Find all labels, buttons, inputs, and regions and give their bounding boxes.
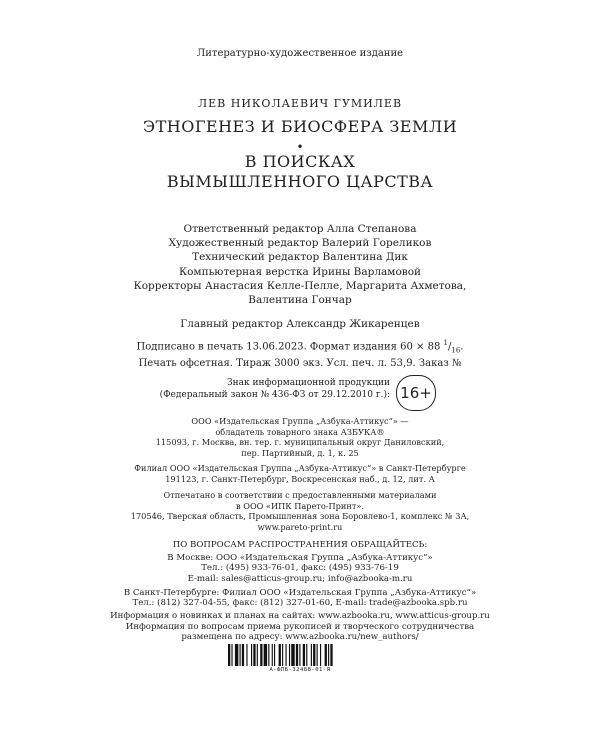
branch-line: 191123, г. Санкт-Петербург, Воскресенская наб., д. 12, лит. А <box>165 473 435 484</box>
info-sites-line: Информация о новинках и планах на сайтах: www.azbooka.ru, www.atticus-group.ru <box>110 611 490 621</box>
barcode-bar <box>268 644 269 666</box>
chief-editor: Главный редактор Александр Жикаренцев <box>180 318 420 330</box>
print-info-line1: Подписано в печать 13.06.2023. Формат издания 60 × 88 $^1/_{16}$. <box>136 339 464 355</box>
credit-line: Художественный редактор Валерий Гореликов <box>168 237 432 250</box>
printed-block <box>0 490 600 532</box>
book-title-2-line1: В ПОИСКАХ <box>244 152 356 171</box>
barcode-bar <box>296 644 298 666</box>
credit-line: Валентина Гончар <box>248 294 352 307</box>
barcode-bar <box>320 644 321 666</box>
barcode-bar <box>242 644 244 666</box>
barcode-bar <box>289 644 290 666</box>
barcode-bar <box>303 644 305 666</box>
moscow-line: В Москве: ООО «Издательская Группа „Азбука-Аттикус“» <box>167 553 433 563</box>
barcode-bar <box>228 644 230 666</box>
title-separator-bullet: • <box>296 140 304 154</box>
barcode <box>228 644 372 666</box>
barcode-bar <box>260 644 262 666</box>
spb-line: В Санкт-Петербурге: Филиал ООО «Издательская Группа „Азбука-Аттикус“» <box>123 588 477 598</box>
print-info <box>0 337 600 370</box>
book-title-2 <box>0 152 600 192</box>
manuscript-line: Информация по вопросам приема рукописей и творческого сотрудничества <box>125 622 475 632</box>
author-name: ЛЕВ НИКОЛАЕВИЧ ГУМИЛЕВ <box>197 97 403 110</box>
book-title-2-line2: ВЫМЫШЛЕННОГО ЦАРСТВА <box>166 172 434 191</box>
age-rating-badge: 16+ <box>396 375 436 411</box>
moscow-line: Тел.: (495) 933-76-01, факс: (495) 933-76-19 <box>201 563 399 574</box>
print-format: Подписано в печать 13.06.2023. Формат издания 60 × 88 <box>136 341 441 353</box>
printed-line: 170546, Тверская область, Промышленная зона Боровлево-1, комплекс № 3А, <box>130 511 470 522</box>
manuscript-line: размещена по адресу: www.azbooka.ru/new_authors/ <box>181 632 419 643</box>
barcode-bar <box>313 644 315 666</box>
barcode-bar <box>240 644 241 666</box>
credit-line: Компьютерная верстка Ирины Варламовой <box>178 265 422 278</box>
credits-block <box>0 222 600 307</box>
barcode-bar <box>279 644 281 666</box>
printed-line: www.pareto-print.ru <box>257 521 343 532</box>
barcode-bar <box>246 644 247 666</box>
barcode-bar <box>272 644 273 666</box>
spb-line: Тел.: (812) 327-04-55, факс: (812) 327-01-60, E-mail: trade@azbooka.spb.ru <box>132 598 468 609</box>
barcode-text: А-ФПБ-32488-01-Я <box>269 667 331 673</box>
barcode-bar <box>328 644 329 666</box>
barcode-bar <box>317 644 318 666</box>
branch-line: Филиал ООО «Издательская Группа „Азбука-Аттикус“» в Санкт-Петербурге <box>134 463 466 473</box>
distribution-heading: ПО ВОПРОСАМ РАСПРОСТРАНЕНИЯ ОБРАЩАЙТЕСЬ: <box>172 540 428 550</box>
credit-line: Ответственный редактор Алла Степанова <box>183 223 417 235</box>
info-product-sign-line2: (Федеральный закон № 436-ФЗ от 29.12.2010 г.): <box>159 389 390 400</box>
format-fraction-denominator: 16 <box>451 346 461 355</box>
publisher-block <box>0 416 600 458</box>
barcode-bar <box>286 644 287 666</box>
printed-line: в ООО «ИПК Парето-Принт». <box>236 500 364 511</box>
publisher-line: ООО «Издательская Группа „Азбука-Аттикус“» — <box>191 416 409 426</box>
barcode-bar <box>299 644 300 666</box>
barcode-bar <box>251 644 252 666</box>
barcode-bar <box>306 644 307 666</box>
info-product-sign <box>150 378 390 401</box>
barcode-bar <box>291 644 294 666</box>
publisher-line: 115093, г. Москва, вн. тер. г. муниципальный округ Даниловский, <box>155 437 445 448</box>
moscow-contacts <box>0 553 600 584</box>
barcode-bar <box>274 644 275 666</box>
print-info-line2: Печать офсетная. Тираж 3000 экз. Усл. печ. л. 53,9. Заказ № <box>138 358 462 370</box>
barcode-bar <box>257 644 258 666</box>
info-product-sign-line1: Знак информационной продукции <box>227 378 390 388</box>
barcode-bar <box>253 644 255 666</box>
credit-line: Технический редактор Валентина Дик <box>192 251 408 264</box>
publisher-line: пер. Партийный, д. 1, к. 25 <box>241 447 359 458</box>
barcode-bar <box>311 644 312 666</box>
book-title-1: ЭТНОГЕНЕЗ И БИОСФЕРА ЗЕМЛИ <box>142 117 458 136</box>
credit-line: Корректоры Анастасия Келле-Пелле, Маргарита Ахметова, <box>133 279 467 292</box>
printed-line: Отпечатано в соответствии с предоставленными материалами <box>163 490 437 500</box>
barcode-bar <box>282 644 283 666</box>
barcode-bar <box>235 644 238 666</box>
barcode-bar <box>231 644 232 666</box>
moscow-line: E-mail: sales@atticus-group.ru; info@azbooka-m.ru <box>187 573 413 584</box>
manuscript-block <box>0 622 600 643</box>
barcode-bar <box>264 644 267 666</box>
edition-type: Литературно-художественное издание <box>196 48 404 59</box>
format-fraction-numerator: 1 <box>443 339 448 347</box>
spb-contacts <box>0 588 600 609</box>
barcode-bar <box>330 644 332 666</box>
barcode-bar <box>325 644 327 666</box>
publisher-line: обладатель товарного знака АЗБУКА® <box>215 426 385 437</box>
branch-block <box>0 463 600 484</box>
